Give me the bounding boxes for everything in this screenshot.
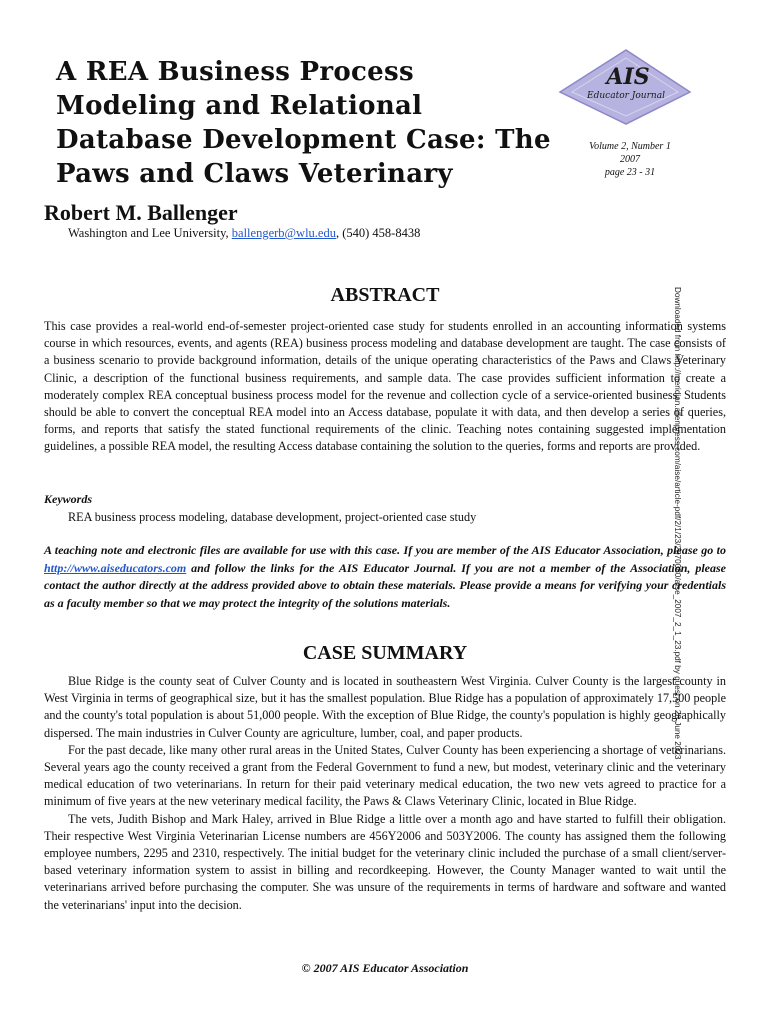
keywords-text: REA business process modeling, database development, project-oriented case study [68,510,477,524]
affiliation-prefix: Washington and Lee University, [68,226,232,240]
author-affiliation [68,226,420,241]
case-summary-heading: CASE SUMMARY [302,642,468,664]
author-name: Robert M. Ballenger [44,200,238,225]
logo-subtext: Educator Journal [587,91,665,101]
volume-number: Volume 2, Number 1 [589,141,671,152]
download-watermark: Downloaded from http://meridian.allenpress.com/aise/article-pdf/2/1/23/2070080/aise_2007_2_1_23.pdf by guest on 28 June 2023 [673,287,682,760]
teaching-note-part1: A teaching note and electronic files are available for use with this case. If you are member of the AIS Educator Association, please go to [44,543,726,557]
teaching-note [44,542,726,612]
case-summary-paragraph: Blue Ridge is the county seat of Culver County and is located in southeastern West Virginia. Culver County is the largest county in West Virginia in terms of geographical size, but it has the smallest population. Blue Ridge has a population of approximately 17,500 people and the county's total population is about 51,000 people. With the exception of Blue Ridge, the county's population is highly geographically dispersed. The main industries in Culver County are agriculture, lumber, coal, and paper products. [44,674,726,740]
volume-year: 2007 [620,154,640,165]
logo-text: AIS [606,64,650,90]
title-line: Modeling and Relational [56,91,423,121]
aiseducators-link[interactable]: http://www.aiseducators.com [44,560,187,575]
case-summary-body [44,673,726,914]
title-line: Paws and Claws Veterinary [56,159,453,189]
abstract-heading: ABSTRACT [330,284,440,306]
case-summary-paragraph: The vets, Judith Bishop and Mark Haley, arrived in Blue Ridge a little over a month ago and have started to fulfill their obligation. Their respective West Virginia Veterinarian License numbers are 456Y2006 and 503Y2006. The county has assigned them the following employee numbers, 2295 and 2310, respectively. The initial budget for the veterinary clinic included the purchase of a small client/server-based veterinary information system to assist in billing and recordkeeping. However, the County Manager wanted to wait until the veterinarians arrived before purchasing the computer. She was unsure of the requirements in terms of hardware and software and wanted the veterinarians' input into the decision. [44,811,726,912]
case-summary-paragraph: For the past decade, like many other rural areas in the United States, Culver County has been experiencing a shortage of veterinarians. Several years ago the county received a grant from the Federal Government to fund a new, but modest, veterinary clinic and the veterinary medical education of two veterinarians. In return for their paid veterinary medical education, the two new vets agreed to practice for a minimum of five years at the new veterinary medical facility, the Paws & Claws Veterinary Clinic, located in Blue Ridge. [44,742,726,809]
teaching-note-part2: and follow the links for the AIS Educator Journal. If you are not a member of the Association, please contact the author directly at the address provided above to obtain these materials. Please provide a means for verifying your credentials as a faculty member so that we may protect the integrity of the solutions materials. [44,560,726,610]
keywords-heading: Keywords [44,492,92,506]
volume-info [560,140,700,179]
paper-title [56,55,551,191]
title-line: A REA Business Process [56,57,414,87]
affiliation-suffix: , (540) 458-8438 [335,226,421,240]
volume-pages: page 23 - 31 [604,167,656,178]
abstract-text: This case provides a real-world end-of-semester project-oriented case study for students enrolled in an accounting information systems course in which resources, events, and agents (REA) business process modeling and database development are taught. The case consists of a business scenario to provide background information, details of the unique operating characteristics of the Paws and Claws Veterinary Clinic, a description of the functional business requirements, and sample data. The case provides sufficient information to create a moderately complex REA conceptual business process model for the revenue and collection cycle of a service-oriented business. Students should be able to convert the conceptual REA model into an Access database, populate it with data, and then develop a series of queries, forms, and reports that satisfy the stated functional requirements of the clinic. Teaching notes containing suggested implementation guidelines, a possible REA model, the resulting Access database containing the solution to the queries, forms and reports are provided. [44,319,726,454]
copyright-footer: © 2007 AIS Educator Association [301,961,469,975]
author-email-link[interactable]: ballengerb@wlu.edu [231,226,336,240]
ais-educator-journal-logo [556,48,694,126]
title-line: Database Development Case: The [56,125,551,155]
